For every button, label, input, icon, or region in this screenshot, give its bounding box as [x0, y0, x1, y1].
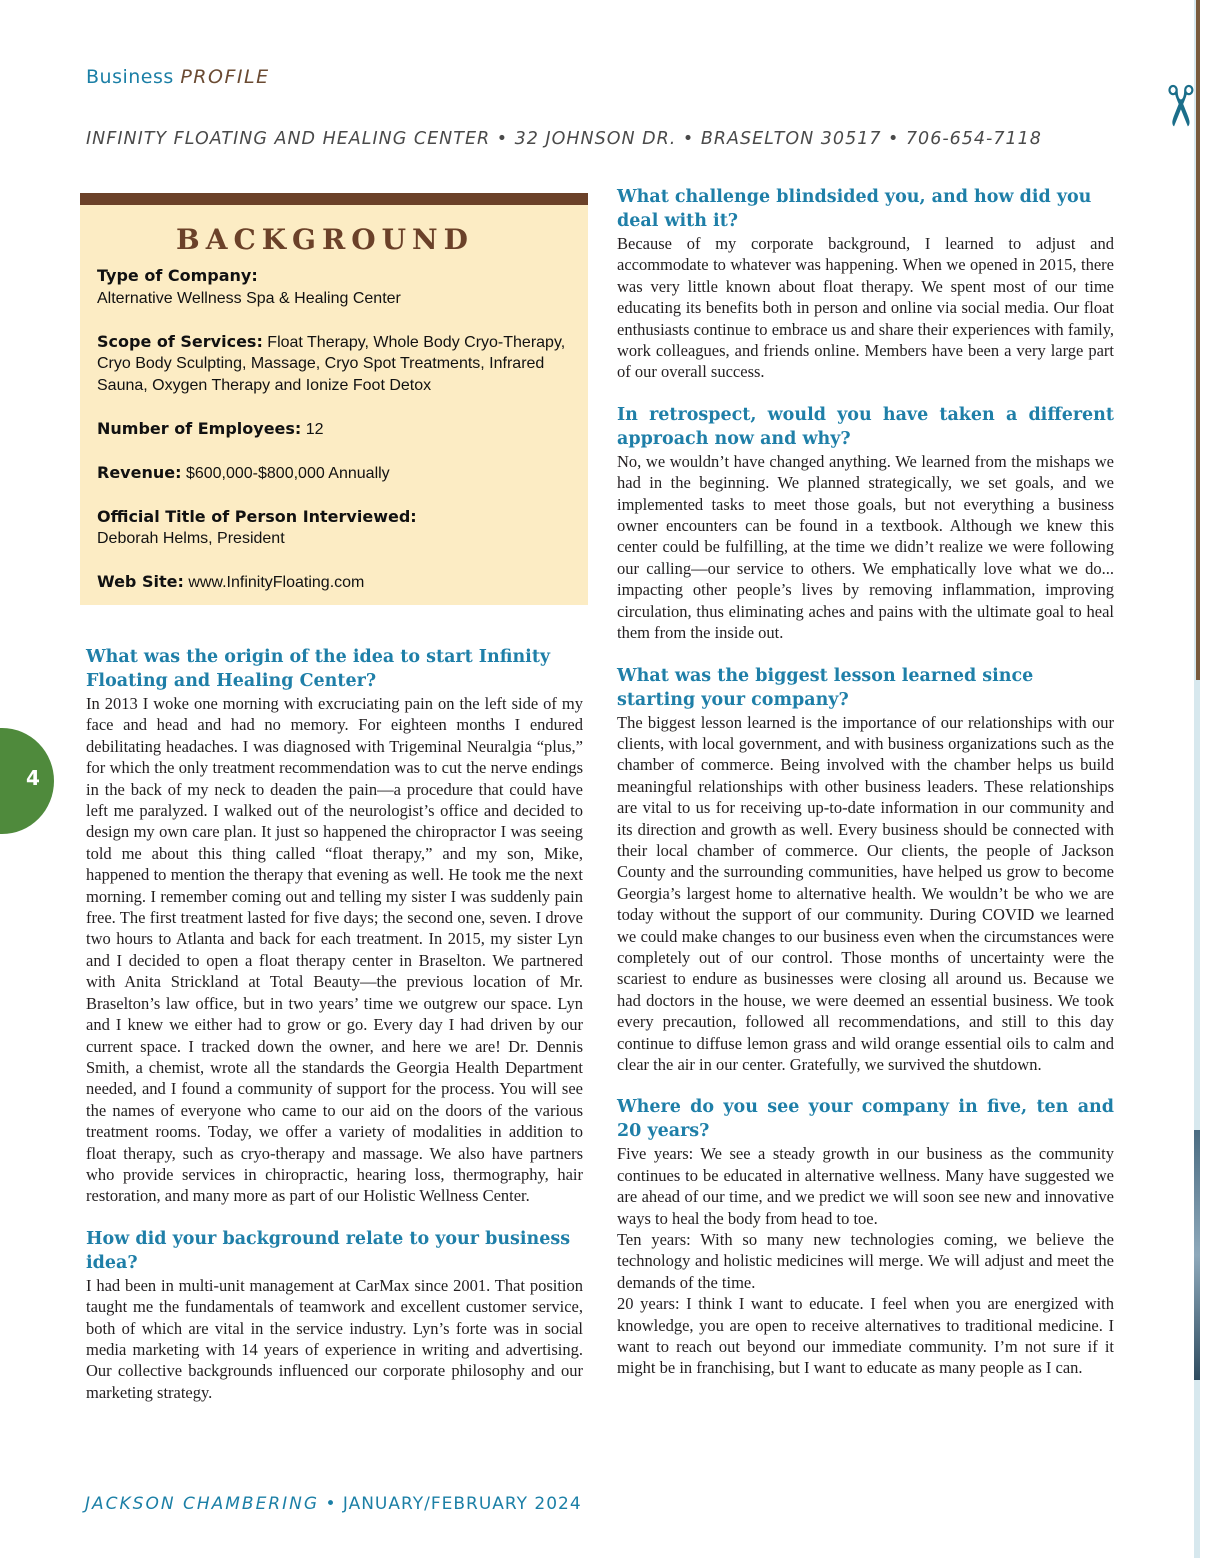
- answer-twenty-years: 20 years: I think I want to educate. I feel when you are energized with knowledge, you are open to receive alternatives to traditional medicine. I want to reach out beyond our immediate community. I’m not sure if it might be in franchising, but I want to educate as many people as I can.: [617, 1294, 1114, 1378]
- adjacent-page-photo: [1194, 1130, 1200, 1380]
- answer-paragraph: The biggest lesson learned is the importance of our relationships with our clients, with local government, and with business organizations such as the chamber of commerce. Being involved with the chamber helps us build meaningful relationships with other business leaders. These relationships are vital to us for receiving up-to-date information in our community and its direction and growth as well. Every business should be connected with their local chamber of commerce. Our clients, the people of Jackson County and the surrounding communities, have helped us grow to become Georgia’s largest home to alternative health. We wouldn’t be who we are today without the support of our community. During COVID we learned we could make changes to our business even when the circumstances were completely out of our control. Those months of uncertainty were the scariest to endure as businesses were closing all around us. Because we had doctors in the house, we were deemed an essential business. We took every precaution, followed all recommendations, and still to this day continue to diffuse lemon grass and wild orange essential oils to calm and clear the air in our center. Gratefully, we survived the shutdown.: [617, 712, 1114, 1074]
- question-heading: What was the origin of the idea to start Infinity Floating and Healing Center?: [86, 647, 551, 691]
- fact-title-value: Deborah Helms, President: [97, 530, 285, 547]
- website-link[interactable]: www.InfinityFloating.com: [188, 574, 365, 591]
- question-heading: What was the biggest lesson learned since starting your company?: [617, 665, 1034, 710]
- qa-retrospect: [617, 403, 1114, 644]
- issue-date: JANUARY/FEBRUARY 2024: [342, 1494, 582, 1514]
- business-address-line: INFINITY FLOATING AND HEALING CENTER • 32 JOHNSON DR. • BRASELTON 30517 • 706-654-7118: [86, 129, 1042, 149]
- qa-lesson: [617, 664, 1114, 1076]
- publication-name: JACKSON CHAMBERING: [85, 1494, 320, 1514]
- background-title: BACKGROUND: [176, 223, 474, 256]
- question-heading: How did your background relate to your business idea?: [86, 1228, 571, 1273]
- fact-website: [97, 571, 577, 594]
- fact-revenue: [97, 462, 577, 485]
- fact-employees-value: 12: [305, 420, 324, 438]
- answer-paragraph: Because of my corporate background, I learned to adjust and accommodate to whatever was happening. When we opened in 2015, there was very little known about float therapy. We spent most of our time educating its benefits both in person and online via social media. Our float enthusiasts continue to embrace us and share their experiences with family, work colleagues, and friends online. Members have been a very large part of our overall success.: [617, 234, 1114, 382]
- fact-revenue-label: Revenue:: [97, 462, 182, 482]
- fact-scope-value: Float Therapy, Whole Body Cryo-Therapy, Cryo Body Sculpting, Massage, Cryo Spot Treatments, Infrared Sauna, Oxygen Therapy and Ionize Foot Detox: [97, 333, 566, 394]
- fact-scope: [97, 331, 577, 397]
- background-box: [80, 193, 588, 605]
- answer-paragraph: I had been in multi-unit management at CarMax since 2001. That position taught me the fundamentals of teamwork and excellent customer service, both of which are vital in the service industry. Lyn’s forte was in social media marketing with 14 years of experience in writing and advertising. Our collective backgrounds influenced our corporate philosophy and our marketing strategy.: [86, 1275, 583, 1402]
- right-column: [617, 185, 1114, 1399]
- answer-five-years: Five years: We see a steady growth in our business as the community continues to be educated in alternative wellness. Many have suggested we are ahead of our time, and we predict we will soon see new and innovative ways to heal the body from head to toe.: [617, 1144, 1114, 1228]
- fact-revenue-value: $600,000-$800,000 Annually: [185, 464, 390, 482]
- scissors-icon: ✂: [1146, 82, 1211, 130]
- footer-separator: •: [325, 1494, 337, 1514]
- footer: [85, 1494, 582, 1514]
- background-facts: [97, 265, 577, 594]
- section-label-emph: PROFILE: [180, 66, 270, 88]
- section-label: [86, 66, 270, 88]
- fact-website-label: Web Site:: [97, 572, 184, 591]
- section-label-word: Business: [86, 66, 174, 88]
- background-box-bar: [80, 193, 588, 205]
- answer-paragraph: In 2013 I woke one morning with excruciating pain on the left side of my face and head and had no memory. For eighteen months I endured debilitating headaches. I was diagnosed with Trigeminal Neuralgia “plus,” for which the only treatment recommendation was to cut the nerve endings in the back of my neck to deaden the pain—a procedure that could have left me paralyzed. I walked out of the neurologist’s office and decided to design my own care plan. It just so happened the chiropractor I was seeing told me about this thing called “float therapy,” and my son, Mike, happened to mention the therapy that evening as well. He took me the next morning. I remember coming out and telling my sister I was suddenly pain free. The first treatment lasted for five days; the second one, seven. I drove two hours to Atlanta and back for each treatment. In 2015, my sister Lyn and I decided to open a float therapy center in Braselton. We partnered with Anita Strickland at Total Beauty—the previous location of Mr. Braselton’s law office, but in two years’ time we outgrew our space. Lyn and I knew we either had to grow or go. Every day I had driven by our current space. I tracked down the owner, and here we are! Dr. Dennis Smith, a chemist, wrote all the standards the Georgia Health Department needed, and I found a community of support for the process. You will see the names of everyone who came to our aid on the doors of the various treatment rooms. Today, we offer a variety of modalities in addition to float therapy, such as cryo-therapy and massage. We also have partners who provide services in chiropractic, hearing loss, thermography, hair restoration, and many more as part of our Holistic Wellness Center.: [86, 694, 583, 1206]
- left-column: [86, 645, 583, 1423]
- fact-scope-label: Scope of Services:: [97, 331, 263, 351]
- fact-type-value: Alternative Wellness Spa & Healing Center: [97, 289, 401, 307]
- answer-ten-years: Ten years: With so many new technologies coming, we believe the technology and holistic medicines will merge. We will adjust and meet the demands of the time.: [617, 1230, 1114, 1292]
- qa-challenge: [617, 185, 1114, 383]
- answer-paragraph: No, we wouldn’t have changed anything. We learned from the mishaps we had in the beginning. We planned strategically, we set goals, and we implemented tasks to meet those goals, but not everything a business owner encounters can be found in a textbook. Although we knew this center could be fulfilling, at the time we didn’t realize we were following our calling—our service to others. We emphatically love what we do... impacting other people’s lives by removing inflammation, improving circulation, thus eliminating aches and pains with the ultimate goal to heal them from the inside out.: [617, 451, 1114, 643]
- question-heading: In retrospect, would you have taken a different approach now and why?: [617, 404, 1114, 449]
- fact-title-label: Official Title of Person Interviewed:: [97, 506, 417, 526]
- question-heading: What challenge blindsided you, and how did you deal with it?: [617, 187, 1092, 231]
- question-heading: Where do you see your company in five, ten and 20 years?: [617, 1097, 1114, 1142]
- qa-background: [86, 1227, 583, 1403]
- fact-employees-label: Number of Employees:: [97, 418, 302, 438]
- fact-employees: [97, 418, 577, 441]
- qa-origin: [86, 645, 583, 1207]
- page-number: 4: [26, 766, 40, 790]
- qa-future: [617, 1095, 1114, 1378]
- fact-type-label: Type of Company:: [97, 266, 258, 285]
